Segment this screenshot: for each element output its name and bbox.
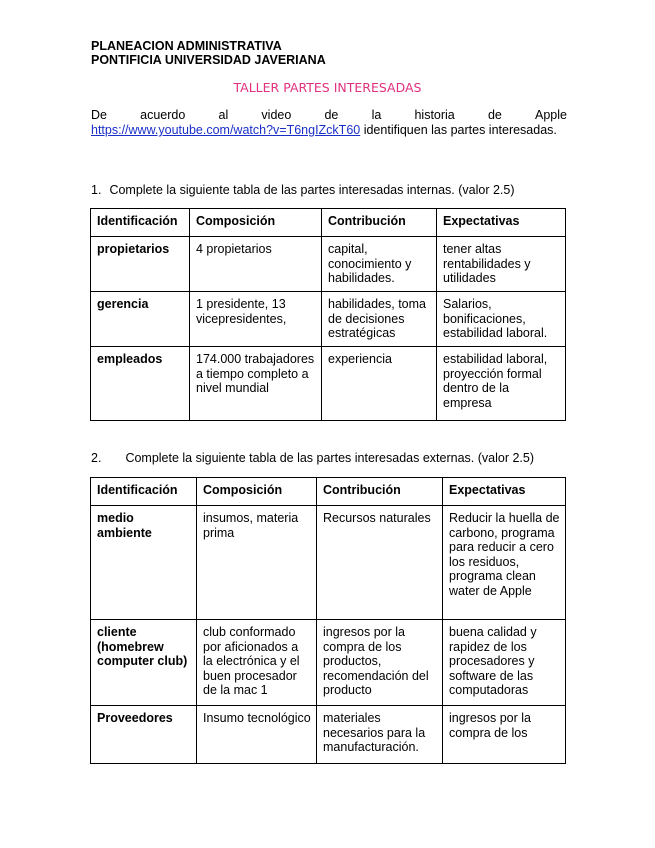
question-2 xyxy=(91,451,534,466)
table-cell: Recursos naturales xyxy=(317,506,443,620)
question-1-text: Complete la siguiente tabla de las partes interesadas internas. (valor 2.5) xyxy=(109,183,515,197)
table-header-row xyxy=(91,209,566,237)
table-cell: 1 presidente, 13 vicepresidentes, xyxy=(190,292,322,347)
table-cell: medio ambiente xyxy=(91,506,197,620)
table-cell: cliente (homebrew computer club) xyxy=(91,620,197,706)
header-course: PLANEACION ADMINISTRATIVA xyxy=(91,39,282,53)
column-header: Contribución xyxy=(322,209,437,237)
intro-line-2 xyxy=(91,123,567,138)
table-cell: ingresos por la compra de los productos, recomendación del producto xyxy=(317,620,443,706)
intro-word: de xyxy=(487,108,502,122)
external-stakeholders-table xyxy=(90,477,566,764)
column-header: Expectativas xyxy=(437,209,566,237)
table-header-row xyxy=(91,478,566,506)
internal-stakeholders-table xyxy=(90,208,566,421)
column-header: Expectativas xyxy=(443,478,566,506)
table-cell: experiencia xyxy=(322,347,437,421)
table-row xyxy=(91,706,566,764)
document-title: TALLER PARTES INTERESADAS xyxy=(233,80,422,95)
table-cell: habilidades, toma de decisiones estratégicas xyxy=(322,292,437,347)
intro-word: acuerdo xyxy=(140,108,186,122)
table-cell: capital, conocimiento y habilidades. xyxy=(322,237,437,292)
table-cell: empleados xyxy=(91,347,190,421)
table-cell: insumos, materia prima xyxy=(197,506,317,620)
intro-word: de xyxy=(324,108,339,122)
column-header: Identificación xyxy=(91,209,190,237)
table-cell: materiales necesarios para la manufacturación. xyxy=(317,706,443,764)
intro-word: Apple xyxy=(535,108,567,122)
table-cell: ingresos por la compra de los xyxy=(443,706,566,764)
video-link[interactable]: https://www.youtube.com/watch?v=T6ngIZckT60 xyxy=(91,123,361,137)
intro-word: historia xyxy=(414,108,455,122)
question-2-text: Complete la siguiente tabla de las partes interesadas externas. (valor 2.5) xyxy=(125,451,534,465)
intro-word: De xyxy=(91,108,107,122)
table-row xyxy=(91,347,566,421)
table-cell: club conformado por aficionados a la electrónica y el buen procesador de la mac 1 xyxy=(197,620,317,706)
question-2-number: 2. xyxy=(91,451,102,465)
table-row xyxy=(91,292,566,347)
table-cell: 174.000 trabajadores a tiempo completo a nivel mundial xyxy=(190,347,322,421)
column-header: Identificación xyxy=(91,478,197,506)
table-cell: Reducir la huella de carbono, programa para reducir a cero los residuos, programa clean water de Apple xyxy=(443,506,566,620)
header-university: PONTIFICIA UNIVERSIDAD JAVERIANA xyxy=(91,53,326,67)
table-cell: buena calidad y rapidez de los procesadores y software de las computadoras xyxy=(443,620,566,706)
intro-word: al xyxy=(218,108,229,122)
question-1 xyxy=(91,183,515,198)
table-cell: Insumo tecnológico xyxy=(197,706,317,764)
table-cell: gerencia xyxy=(91,292,190,347)
table-cell: estabilidad laboral, proyección formal dentro de la empresa xyxy=(437,347,566,421)
table-cell: 4 propietarios xyxy=(190,237,322,292)
table-cell: tener altas rentabilidades y utilidades xyxy=(437,237,566,292)
intro-line-1 xyxy=(91,108,567,123)
table-cell: propietarios xyxy=(91,237,190,292)
table-row xyxy=(91,506,566,620)
column-header: Composición xyxy=(197,478,317,506)
column-header: Composición xyxy=(190,209,322,237)
table-row xyxy=(91,620,566,706)
intro-after-link: identifiquen las partes interesadas. xyxy=(360,123,557,137)
intro-paragraph xyxy=(91,108,567,138)
intro-word: la xyxy=(371,108,382,122)
question-1-number: 1. xyxy=(91,183,102,197)
table-cell: Salarios, bonificaciones, estabilidad laboral. xyxy=(437,292,566,347)
intro-word: video xyxy=(261,108,292,122)
table-cell: Proveedores xyxy=(91,706,197,764)
column-header: Contribución xyxy=(317,478,443,506)
table-row xyxy=(91,237,566,292)
